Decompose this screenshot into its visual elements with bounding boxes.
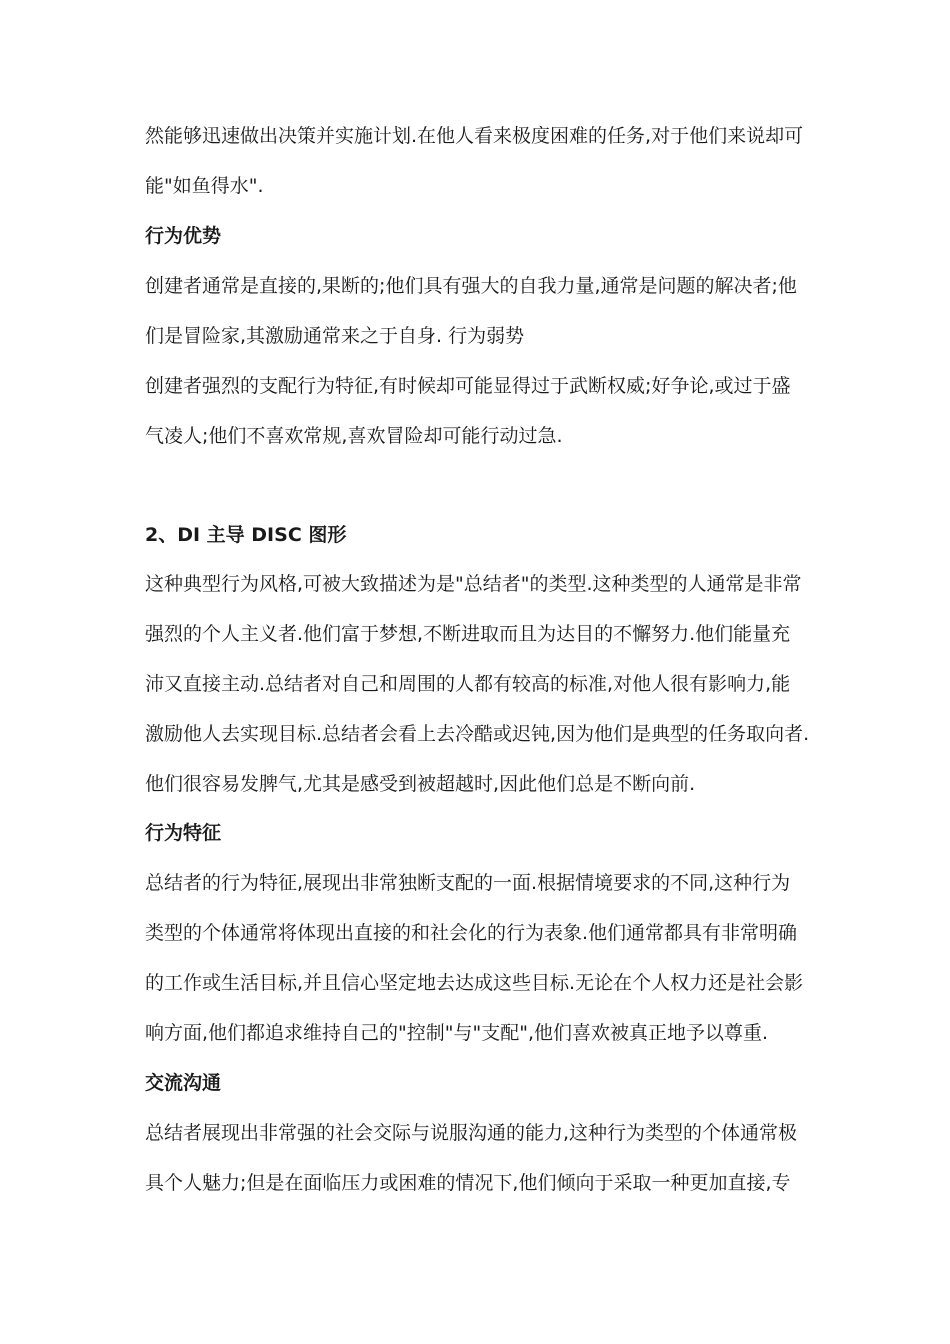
paragraph-line: 激励他人去实现目标.总结者会看上去冷酷或迟钝,因为他们是典型的任务取向者. [145,723,810,745]
section-heading: 交流沟通 [145,1072,222,1094]
paragraph-line: 类型的个体通常将体现出直接的和社会化的行为表象.他们通常都具有非常明确 [145,922,798,944]
paragraph-line: 的工作或生活目标,并且信心坚定地去达成这些目标.无论在个人权力还是社会影 [145,972,804,994]
paragraph-line: 气凌人;他们不喜欢常规,喜欢冒险却可能行动过急. [145,425,563,447]
paragraph-line: 创建者强烈的支配行为特征,有时候却可能显得过于武断权威;好争论,或过于盛 [145,375,791,397]
paragraph-line: 总结者展现出非常强的社会交际与说服沟通的能力,这种行为类型的个体通常极 [145,1122,798,1144]
paragraph-line: 能"如鱼得水". [145,175,264,197]
paragraph-line: 他们很容易发脾气,尤其是感受到被超越时,因此他们总是不断向前. [145,773,696,795]
section-heading: 行为优势 [145,225,222,247]
paragraph-line: 创建者通常是直接的,果断的;他们具有强大的自我力量,通常是问题的解决者;他 [145,275,797,297]
paragraph-line: 这种典型行为风格,可被大致描述为是"总结者"的类型.这种类型的人通常是非常 [145,573,802,595]
paragraph-line: 响方面,他们都追求维持自己的"控制"与"支配",他们喜欢被真正地予以尊重. [145,1022,769,1044]
section-heading: 行为特征 [145,822,222,844]
paragraph-line: 然能够迅速做出决策并实施计划.在他人看来极度困难的任务,对于他们来说却可 [145,125,804,147]
paragraph-line: 沛又直接主动.总结者对自己和周围的人都有较高的标准,对他人很有影响力,能 [145,673,791,695]
section-heading: 2、DI 主导 DISC 图形 [145,524,347,546]
paragraph-line: 们是冒险家,其激励通常来之于自身. 行为弱势 [145,325,525,347]
paragraph-line: 强烈的个人主义者.他们富于梦想,不断进取而且为达目的不懈努力.他们能量充 [145,623,791,645]
paragraph-line: 总结者的行为特征,展现出非常独断支配的一面.根据情境要求的不同,这种行为 [145,872,791,894]
paragraph-line: 具个人魅力;但是在面临压力或困难的情况下,他们倾向于采取一种更加直接,专 [145,1172,791,1194]
